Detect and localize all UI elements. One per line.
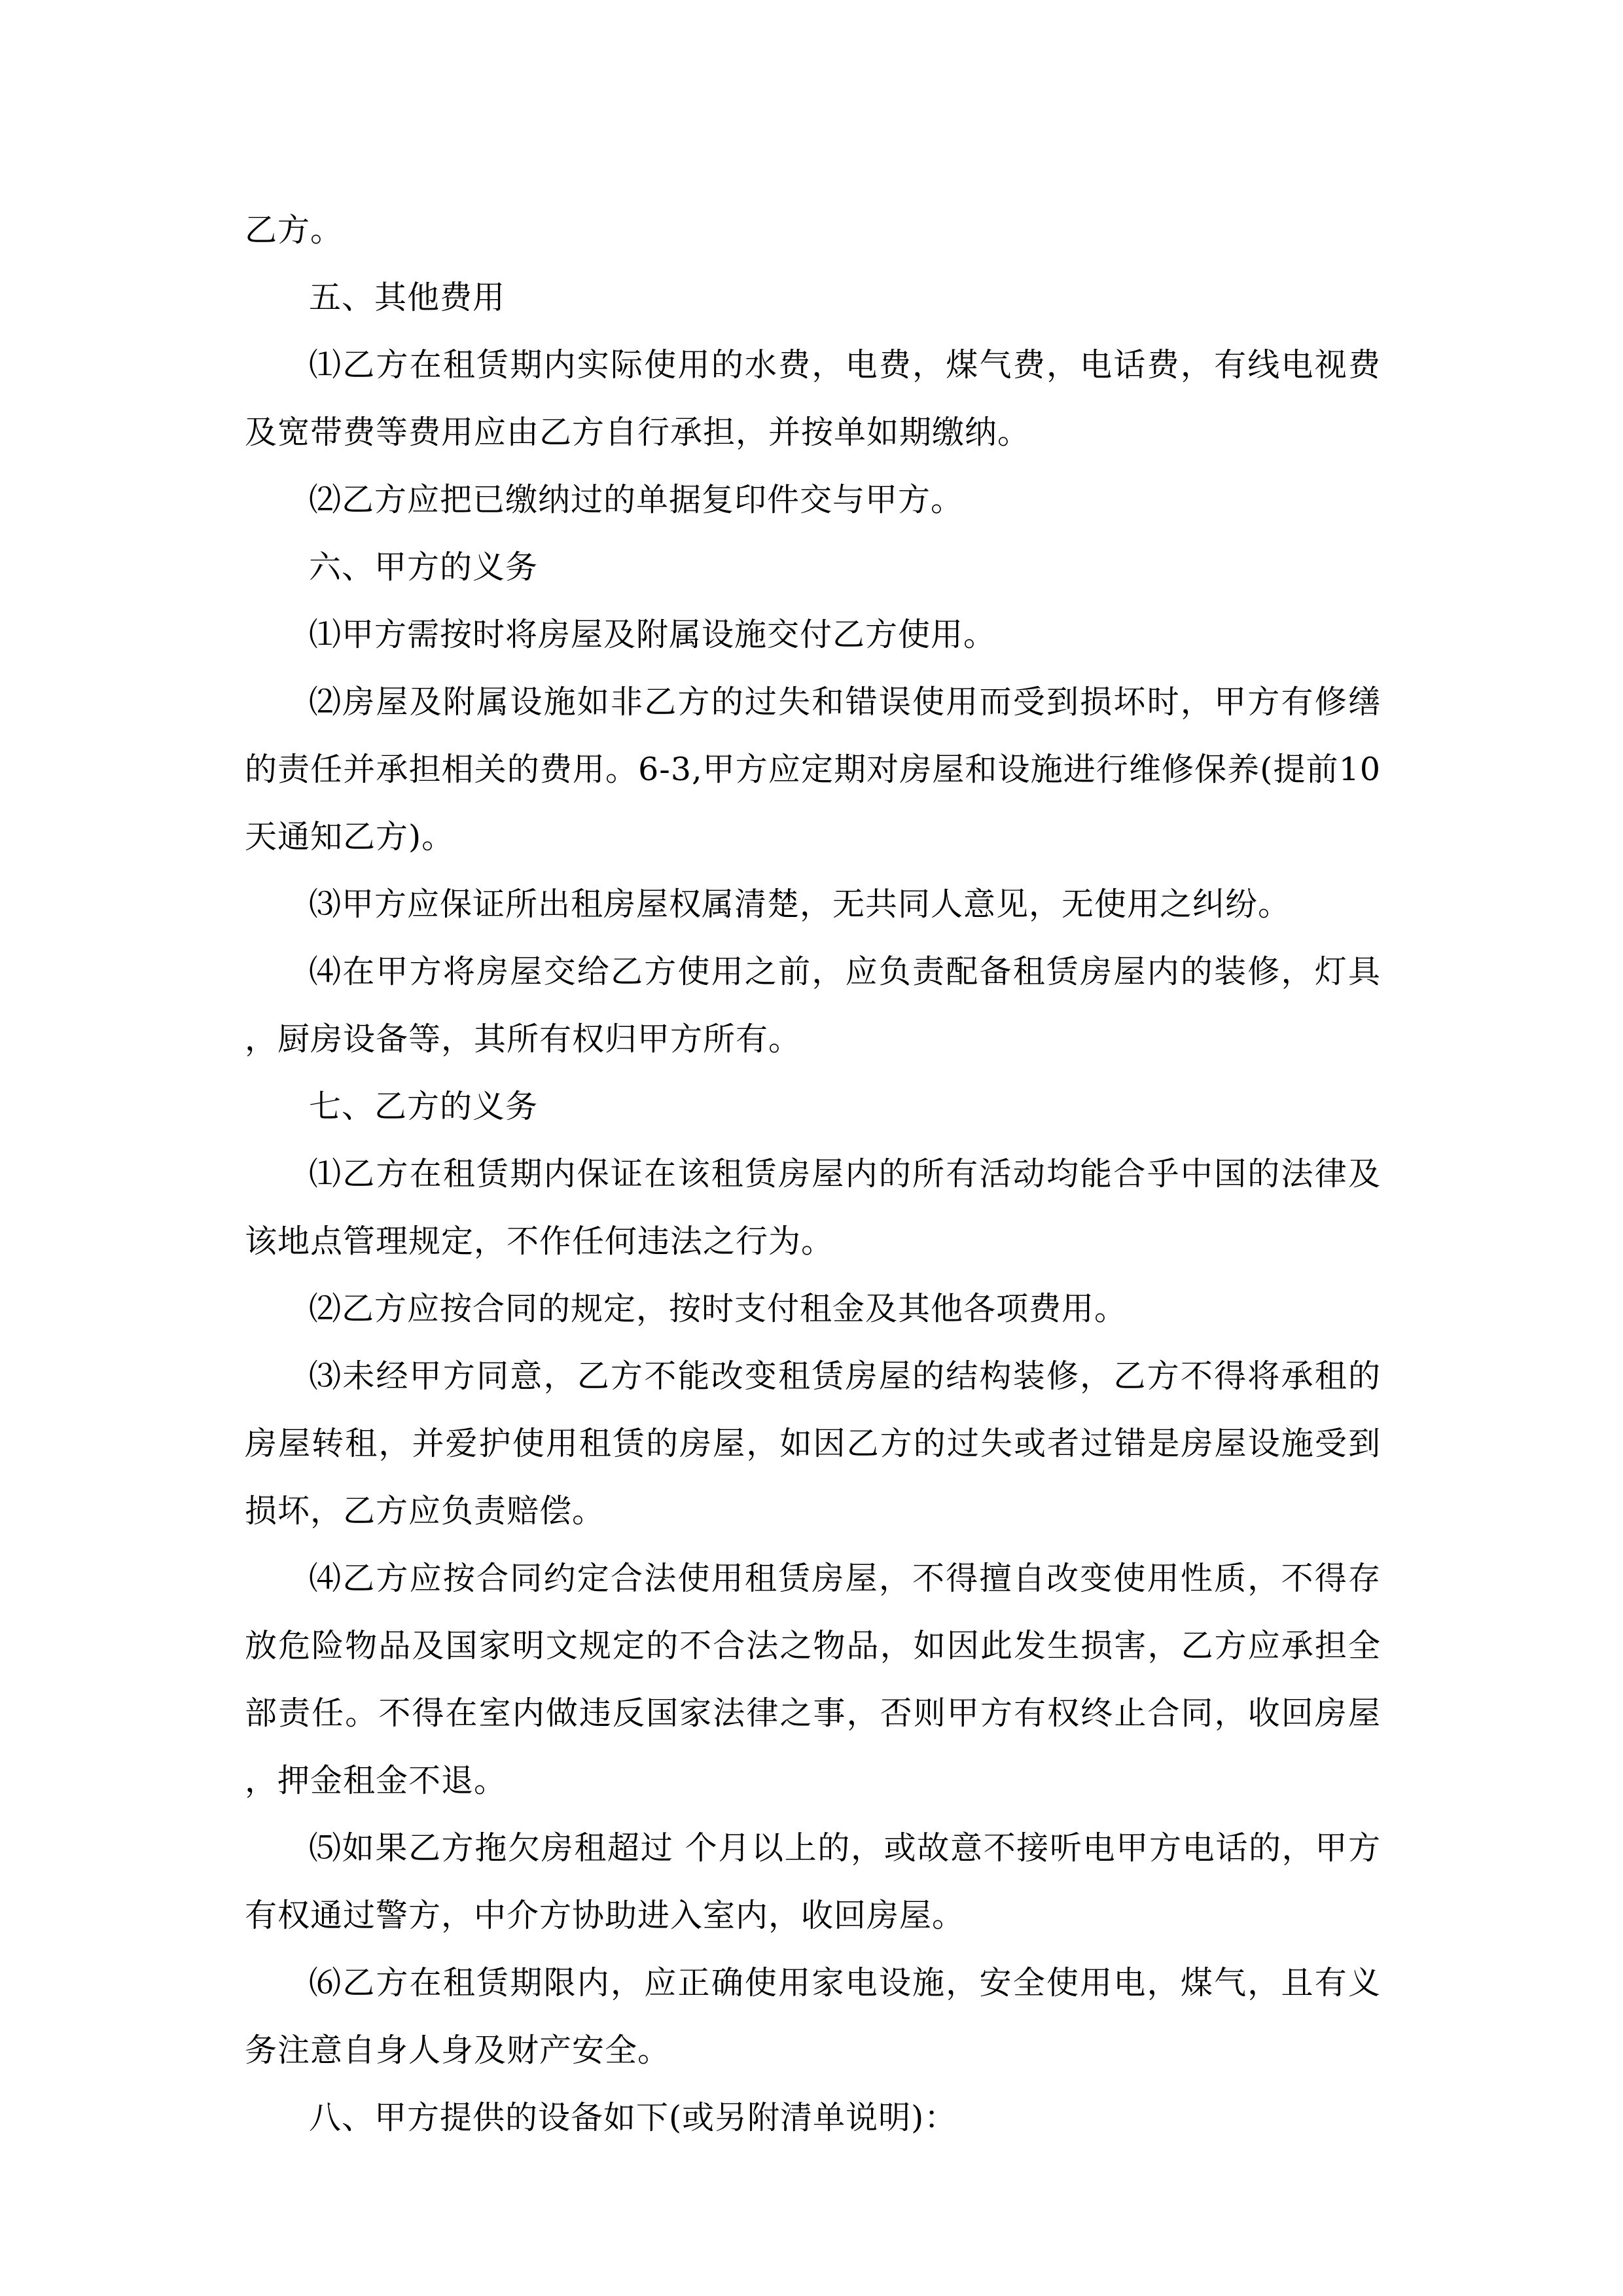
clause-other-fees-1: ⑴乙方在租赁期内实际使用的水费，电费，煤气费，电话费，有线电视费及宽带费等费用应由乙方自行承担，并按单如期缴纳。 [245,346,1381,451]
contract-text [245,196,1381,2151]
clause-party-a-4: ⑷在甲方将房屋交给乙方使用之前，应负责配备租赁房屋内的装修，灯具，厨房设备等，其所有权归甲方所有。 [245,953,1381,1058]
continuation-text: 乙方。 [245,211,344,249]
clause-party-a-2: ⑵房屋及附属设施如非乙方的过失和错误使用而受到损坏时，甲方有修缮的责任并承担相关的费用。6-3,甲方应定期对房屋和设施进行维修保养(提前10天通知乙方)。 [245,683,1381,855]
section-heading-party-a-obligations: 六、甲方的义务 [309,548,539,586]
clause-party-a-1: ⑴甲方需按时将房屋及附属设施交付乙方使用。 [309,616,997,653]
clause-party-b-2: ⑵乙方应按合同的规定，按时支付租金及其他各项费用。 [309,1290,1128,1327]
clause-party-b-6: ⑹乙方在租赁期限内，应正确使用家电设施，安全使用电，煤气，且有义务注意自身人身及财产安全。 [245,1964,1381,2069]
clause-party-b-3: ⑶未经甲方同意，乙方不能改变租赁房屋的结构装修，乙方不得将承租的房屋转租，并爱护使用租赁的房屋，如因乙方的过失或者过错是房屋设施受到损坏，乙方应负责赔偿。 [245,1357,1381,1530]
clause-other-fees-2: ⑵乙方应把已缴纳过的单据复印件交与甲方。 [309,481,964,518]
section-heading-equipment: 八、甲方提供的设备如下(或另附清单说明)： [309,2099,957,2136]
clause-party-b-5: ⑸如果乙方拖欠房租超过 个月以上的，或故意不接听电甲方电话的，甲方有权通过警方，中介方协助进入室内，收回房屋。 [245,1829,1381,1934]
section-heading-other-fees: 五、其他费用 [309,279,506,316]
clause-party-b-4: ⑷乙方应按合同约定合法使用租赁房屋，不得擅自改变使用性质，不得存放危险物品及国家明文规定的不合法之物品，如因此发生损害，乙方应承担全部责任。不得在室内做违反国家法律之事，否则甲方有权终止合同，收回房屋，押金租金不退。 [245,1560,1381,1799]
clause-party-b-1: ⑴乙方在租赁期内保证在该租赁房屋内的所有活动均能合乎中国的法律及该地点管理规定，不作任何违法之行为。 [245,1155,1381,1260]
section-heading-party-b-obligations: 七、乙方的义务 [309,1088,539,1125]
clause-party-a-3: ⑶甲方应保证所出租房屋权属清楚，无共同人意见，无使用之纠纷。 [309,886,1291,923]
